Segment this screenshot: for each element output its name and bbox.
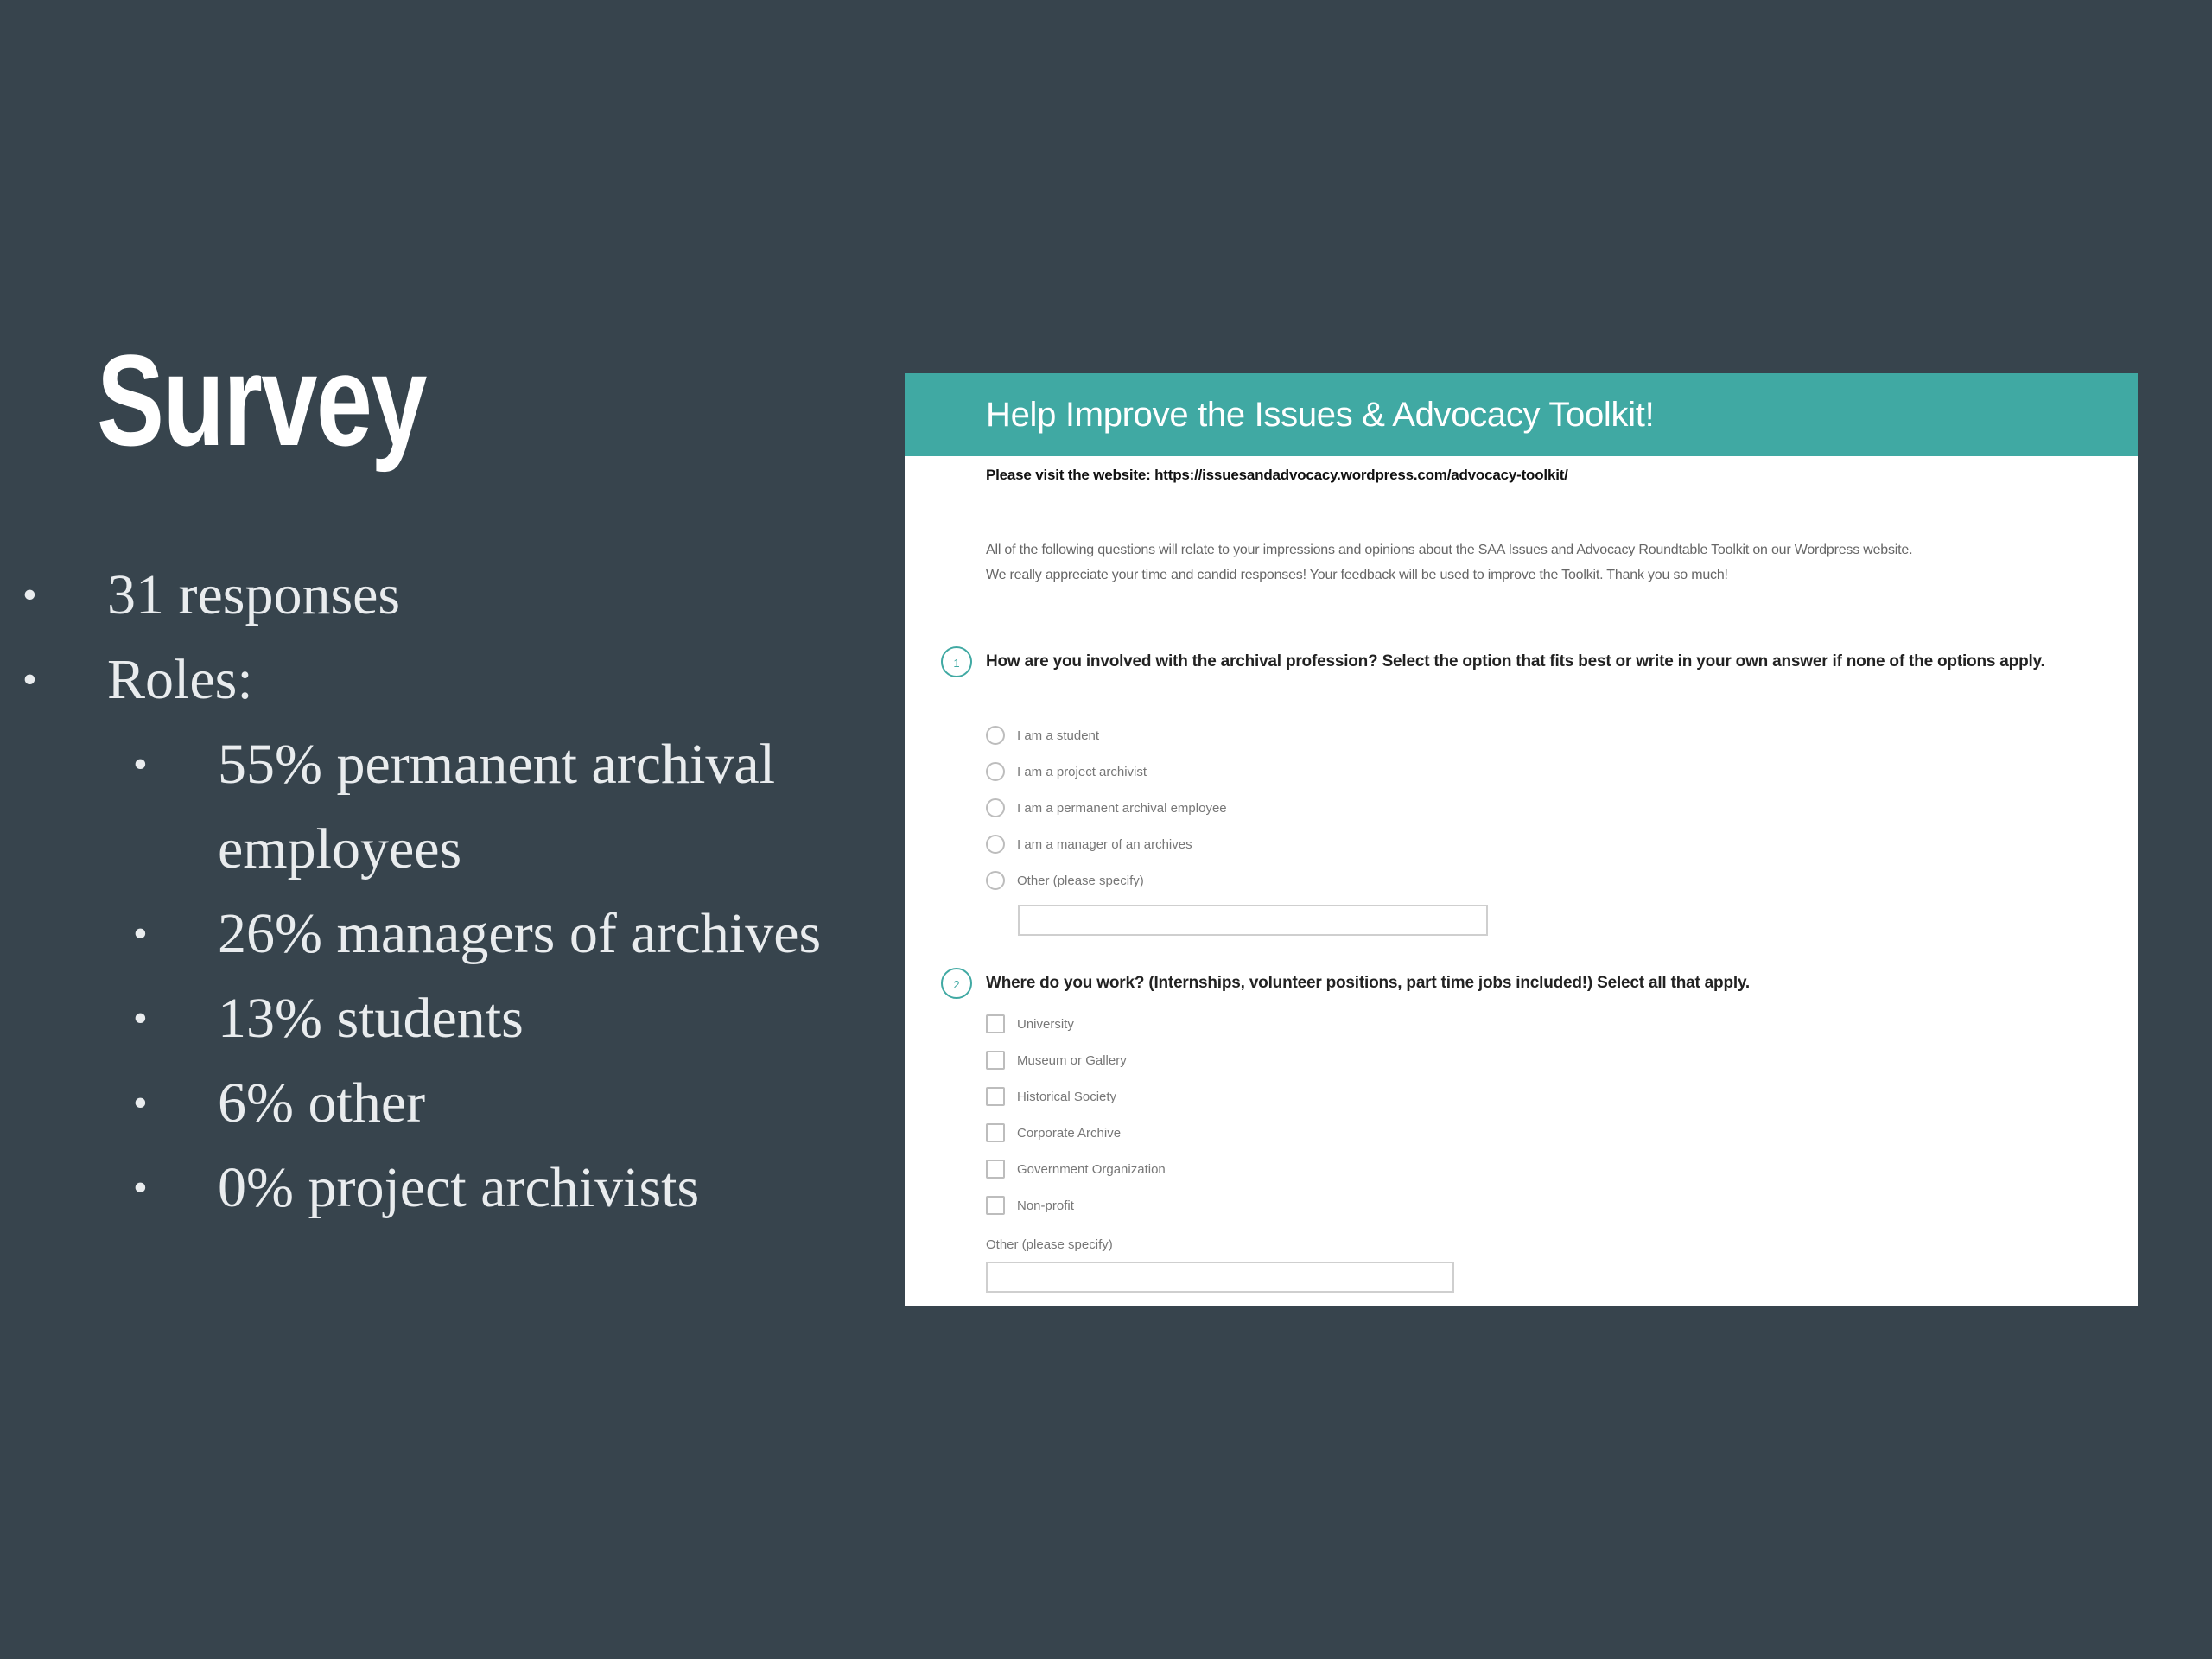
checkbox-option-university[interactable]: [986, 1014, 1074, 1037]
sub-bullet-item: [0, 1061, 899, 1146]
radio-option-other[interactable]: [986, 871, 1144, 893]
radio-button[interactable]: [986, 798, 1005, 817]
sub-bullet-item: [0, 722, 899, 807]
radio-button[interactable]: [986, 835, 1005, 854]
bullet-text: 55% permanent archival: [218, 733, 776, 796]
bullet-dot: •: [133, 995, 148, 1041]
radio-option-project-archivist[interactable]: [986, 762, 1147, 785]
option-label: I am a manager of an archives: [1017, 836, 1192, 852]
bullet-text: 0% project archivists: [218, 1156, 700, 1219]
option-label: I am a student: [1017, 728, 1100, 743]
option-label: Corporate Archive: [1017, 1125, 1122, 1141]
survey-screenshot: [905, 373, 2138, 1306]
q2-other-input[interactable]: [986, 1262, 1454, 1293]
radio-option-permanent-employee[interactable]: [986, 798, 1227, 821]
bullet-item: [0, 638, 899, 722]
bullet-text: 6% other: [218, 1071, 426, 1135]
option-label: University: [1017, 1016, 1074, 1032]
survey-intro: [986, 537, 2126, 588]
survey-header: [905, 373, 2138, 456]
checkbox-option-government[interactable]: [986, 1160, 1166, 1182]
radio-button[interactable]: [986, 726, 1005, 745]
checkbox[interactable]: [986, 1014, 1005, 1033]
bullet-text: 26% managers of archives: [218, 902, 822, 965]
radio-option-student[interactable]: [986, 726, 1099, 748]
bullet-text: employees: [218, 817, 462, 880]
bullet-text: Roles:: [107, 648, 253, 711]
checkbox[interactable]: [986, 1123, 1005, 1142]
bullet-text: 31 responses: [107, 563, 401, 626]
slide-title: Survey: [97, 327, 426, 473]
option-label: Government Organization: [1017, 1161, 1166, 1177]
checkbox-option-corporate-archive[interactable]: [986, 1123, 1121, 1146]
sub-bullet-item: [0, 892, 899, 976]
bullet-dot: •: [22, 572, 37, 618]
question-1-text: How are you involved with the archival profession? Select the option that fits best or write in your own answer if none of the options apply.: [986, 652, 2045, 671]
radio-option-manager[interactable]: [986, 835, 1192, 857]
option-label: I am a project archivist: [1017, 764, 1147, 779]
question-number-badge: 2: [941, 968, 972, 999]
option-label: Historical Society: [1017, 1089, 1117, 1104]
radio-button[interactable]: [986, 871, 1005, 890]
option-label: Museum or Gallery: [1017, 1052, 1127, 1068]
checkbox[interactable]: [986, 1051, 1005, 1070]
sub-bullet-item: [0, 976, 899, 1061]
question-number-badge: 1: [941, 646, 972, 677]
checkbox[interactable]: [986, 1087, 1005, 1106]
bullet-dot: •: [133, 911, 148, 957]
visit-website-text: Please visit the website: https://issuesandadvocacy.wordpress.com/advocacy-toolkit/: [986, 467, 1568, 483]
option-label: Other (please specify): [1017, 873, 1144, 888]
option-label: I am a permanent archival employee: [1017, 800, 1227, 816]
bullet-item: [0, 553, 899, 638]
sub-bullet-continuation: [0, 807, 899, 892]
checkbox-option-historical-society[interactable]: [986, 1087, 1116, 1109]
bullet-dot: •: [133, 741, 148, 787]
q2-other-label: Other (please specify): [986, 1237, 1113, 1252]
sub-bullet-item: [0, 1146, 899, 1230]
intro-line: We really appreciate your time and candid responses! Your feedback will be used to improve the Toolkit. Thank you so much!: [986, 568, 1728, 582]
bullet-text: 13% students: [218, 987, 524, 1050]
bullet-dot: •: [22, 657, 37, 702]
radio-button[interactable]: [986, 762, 1005, 781]
bullet-list: [0, 553, 899, 1230]
checkbox-option-museum[interactable]: [986, 1051, 1127, 1073]
q1-other-input[interactable]: [1018, 905, 1488, 936]
survey-title: Help Improve the Issues & Advocacy Toolkit!: [986, 396, 1655, 434]
checkbox[interactable]: [986, 1196, 1005, 1215]
bullet-dot: •: [133, 1165, 148, 1211]
option-label: Non-profit: [1017, 1198, 1074, 1213]
bullet-dot: •: [133, 1080, 148, 1126]
checkbox-option-nonprofit[interactable]: [986, 1196, 1074, 1218]
intro-line: All of the following questions will relate to your impressions and opinions about the SAA Issues and Advocacy Roundtable Toolkit on our Wordpress website.: [986, 543, 1913, 557]
question-2-text: Where do you work? (Internships, volunteer positions, part time jobs included!) Select all that apply.: [986, 974, 1750, 992]
checkbox[interactable]: [986, 1160, 1005, 1179]
